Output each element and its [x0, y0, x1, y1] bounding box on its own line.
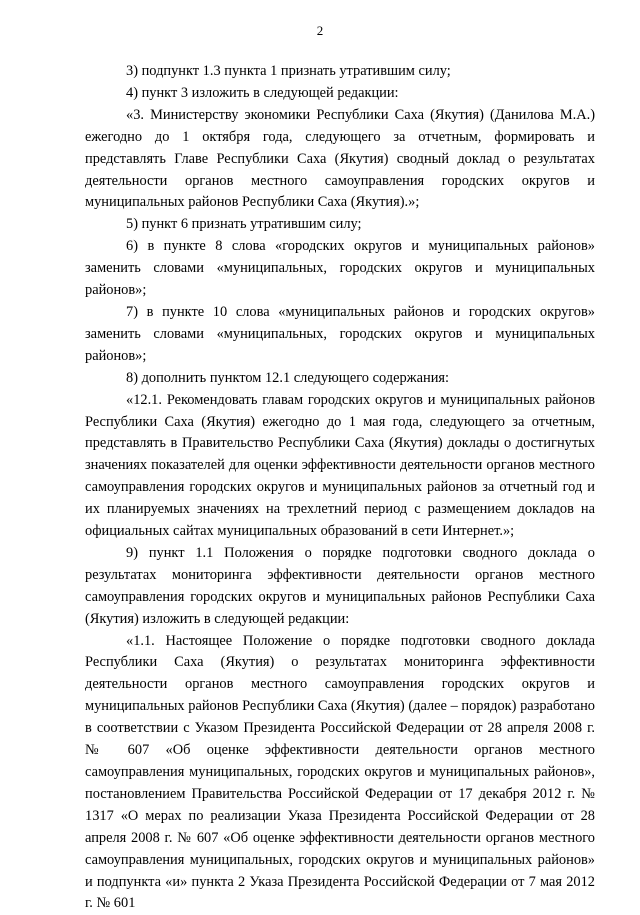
paragraph-item-4: 4) пункт 3 изложить в следующей редакции: [126, 84, 399, 101]
paragraph-item-8: 8) дополнить пунктом 12.1 следующего содержания: [126, 369, 450, 386]
paragraph-item-6: 6) в пункте 8 слова «городских округов и муниципальных районов» заменить словами «муниципальных, городских округов и муниципальных районов»; [85, 238, 595, 299]
paragraph-quoted-point-3: «3. Министерству экономики Республики Саха (Якутия) (Данилова М.А.) ежегодно до 1 октября года, следующего за отчетным, формировать и представлять Главе Республики Саха (Якутия) сводный доклад о результатах деятельности органов местного самоуправления городских округов и муниципальных районов Республики Саха (Якутия).»; [85, 106, 595, 211]
paragraph-item-5: 5) пункт 6 признать утратившим силу; [126, 216, 362, 233]
page-number: 2 [316, 23, 324, 38]
paragraph-item-3: 3) подпункт 1.3 пункта 1 признать утратившим силу; [126, 63, 451, 79]
paragraph-quoted-point-1-1: «1.1. Настоящее Положение о порядке подготовки сводного доклада Республики Саха (Якутия) о результатах мониторинга эффективности деятельности органов местного самоуправления городских округов и муниципальных районов Республики Саха (Якутия) (далее – порядок) разработано в соответствии с Указом Президента Российской Федерации от 28 апреля 2008 г. № 607 «Об оценке эффективности деятельности органов местного самоуправления муниципальных, городских округов и муниципальных районов», постановлением Правительства Российской Федерации от 17 декабря 2012 г. № 1317 «О мерах по реализации Указа Президента Российской Федерации от 28 апреля 2008 г. № 607 «Об оценке эффективности деятельности органов местного самоуправления муниципальных, городских округов и муниципальных районов» и подпункта «и» пункта 2 Указа Президента Российской Федерации от 7 мая 2012 г. № 601 [85, 632, 595, 912]
document-body [85, 61, 595, 915]
paragraph-item-7: 7) в пункте 10 слова «муниципальных районов и городских округов» заменить словами «муниципальных, городских округов и муниципальных районов»; [85, 303, 595, 364]
paragraph-quoted-point-12-1: «12.1. Рекомендовать главам городских округов и муниципальных районов Республики Саха (Якутия) ежегодно до 1 мая года, следующего за отчетным, представлять в Правительство Республики Саха (Якутия) доклады о достигнутых значениях показателей для оценки эффективности деятельности органов местного самоуправления городских округов и муниципальных районов за отчетный год и их планируемых значениях на трехлетний период с размещением докладов на официальных сайтах муниципальных образований в сети Интернет.»; [85, 391, 595, 540]
paragraph-item-9: 9) пункт 1.1 Положения о порядке подготовки сводного доклада о результатах мониторинга эффективности деятельности органов местного самоуправления городских округов и муниципальных районов Республики Саха (Якутия) изложить в следующей редакции: [85, 544, 595, 627]
